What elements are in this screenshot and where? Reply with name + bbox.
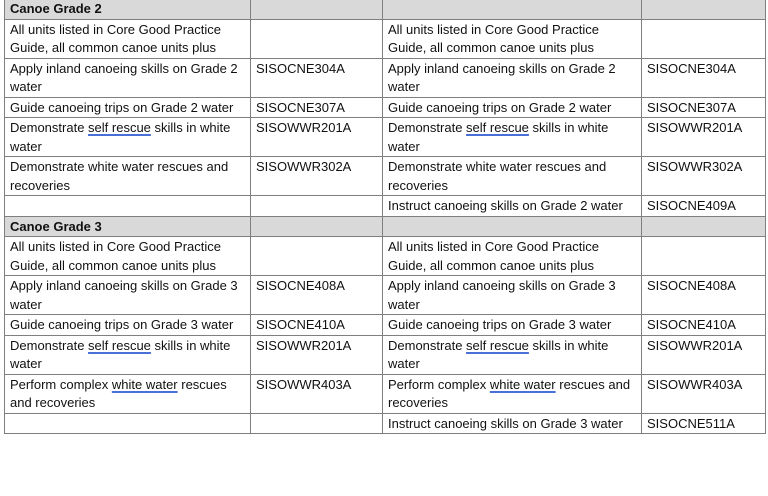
cell-text: Apply inland canoeing skills on Grade 2 water bbox=[388, 60, 616, 94]
cell-text: Demonstrate white water rescues and recoveries bbox=[10, 159, 229, 193]
cell-text: skills in white water bbox=[10, 337, 231, 371]
unit-code-left: SISOWWR201A bbox=[251, 335, 383, 374]
underlined-text: self rescue bbox=[466, 337, 529, 353]
table-row bbox=[5, 118, 766, 157]
unit-description-left bbox=[5, 374, 251, 413]
unit-code-left bbox=[251, 413, 383, 434]
section-title: Canoe Grade 2 bbox=[5, 0, 251, 19]
table-row bbox=[5, 413, 766, 434]
cell-text: All units listed in Core Good Practice Guide, all common canoe units plus bbox=[10, 21, 221, 55]
unit-description-right bbox=[383, 196, 642, 217]
cell-text: Guide canoeing trips on Grade 3 water bbox=[10, 317, 234, 332]
unit-code-right: SISOCNE304A bbox=[642, 58, 766, 97]
table-row bbox=[5, 19, 766, 58]
unit-description-left bbox=[5, 157, 251, 196]
header-cell bbox=[383, 216, 642, 237]
unit-code-right: SISOCNE409A bbox=[642, 196, 766, 217]
table-row bbox=[5, 374, 766, 413]
underlined-text: white water bbox=[489, 376, 556, 392]
table-row bbox=[5, 157, 766, 196]
table-row bbox=[5, 196, 766, 217]
section-title: Canoe Grade 3 bbox=[5, 216, 251, 237]
underlined-text: white water bbox=[111, 376, 178, 392]
unit-description-right bbox=[383, 58, 642, 97]
unit-description-left bbox=[5, 335, 251, 374]
cell-text: Guide canoeing trips on Grade 3 water bbox=[388, 317, 612, 332]
header-cell bbox=[383, 0, 642, 19]
cell-text: Apply inland canoeing skills on Grade 3 water bbox=[388, 278, 616, 312]
unit-description-left bbox=[5, 58, 251, 97]
unit-code-left: SISOCNE307A bbox=[251, 97, 383, 118]
unit-description-left bbox=[5, 19, 251, 58]
unit-description-right bbox=[383, 374, 642, 413]
section-header-row bbox=[5, 0, 766, 19]
unit-code-right: SISOWWR201A bbox=[642, 335, 766, 374]
units-table-container bbox=[4, 0, 765, 434]
unit-code-right: SISOCNE307A bbox=[642, 97, 766, 118]
cell-text: Demonstrate bbox=[10, 337, 89, 353]
cell-text: rescues and recoveries bbox=[10, 376, 227, 410]
unit-description-right bbox=[383, 118, 642, 157]
table-row bbox=[5, 276, 766, 315]
unit-description-right bbox=[383, 237, 642, 276]
cell-text: All units listed in Core Good Practice Guide, all common canoe units plus bbox=[388, 239, 599, 273]
cell-text: Instruct canoeing skills on Grade 2 water bbox=[388, 198, 623, 213]
table-body bbox=[5, 0, 766, 434]
unit-description-right bbox=[383, 19, 642, 58]
unit-code-right bbox=[642, 237, 766, 276]
table-row bbox=[5, 335, 766, 374]
unit-code-right: SISOCNE408A bbox=[642, 276, 766, 315]
unit-description-right bbox=[383, 335, 642, 374]
underlined-text: self rescue bbox=[466, 120, 529, 135]
unit-description-left bbox=[5, 315, 251, 336]
cell-text: Apply inland canoeing skills on Grade 3 water bbox=[10, 278, 238, 312]
unit-code-left: SISOWWR201A bbox=[251, 118, 383, 157]
unit-code-right: SISOCNE410A bbox=[642, 315, 766, 336]
unit-code-left bbox=[251, 237, 383, 276]
header-cell bbox=[251, 216, 383, 237]
table-row bbox=[5, 237, 766, 276]
cell-text: Perform complex bbox=[10, 376, 112, 392]
table-row bbox=[5, 315, 766, 336]
unit-code-left: SISOCNE408A bbox=[251, 276, 383, 315]
cell-text: Demonstrate bbox=[10, 120, 89, 135]
unit-code-right bbox=[642, 19, 766, 58]
header-cell bbox=[642, 0, 766, 19]
unit-description-right bbox=[383, 157, 642, 196]
cell-text: Instruct canoeing skills on Grade 3 water bbox=[388, 415, 623, 431]
cell-text: skills in white water bbox=[10, 120, 231, 154]
cell-text: Demonstrate white water rescues and recoveries bbox=[388, 159, 607, 193]
unit-description-right bbox=[383, 276, 642, 315]
cell-text: Guide canoeing trips on Grade 2 water bbox=[10, 99, 234, 115]
unit-code-left: SISOWWR403A bbox=[251, 374, 383, 413]
cell-text: Demonstrate bbox=[388, 337, 467, 353]
unit-code-right: SISOWWR201A bbox=[642, 118, 766, 157]
unit-description-left bbox=[5, 237, 251, 276]
cell-text: Perform complex bbox=[388, 376, 490, 392]
header-cell bbox=[251, 0, 383, 19]
unit-code-right: SISOWWR403A bbox=[642, 374, 766, 413]
cell-text: All units listed in Core Good Practice Guide, all common canoe units plus bbox=[10, 239, 221, 273]
header-cell bbox=[642, 216, 766, 237]
unit-description-left bbox=[5, 118, 251, 157]
underlined-text: self rescue bbox=[88, 120, 151, 135]
underlined-text: self rescue bbox=[88, 337, 151, 353]
unit-description-right bbox=[383, 315, 642, 336]
unit-code-right: SISOCNE511A bbox=[642, 413, 766, 434]
cell-text: Apply inland canoeing skills on Grade 2 water bbox=[10, 60, 238, 94]
unit-description-left bbox=[5, 276, 251, 315]
cell-text: Guide canoeing trips on Grade 2 water bbox=[388, 99, 612, 115]
unit-code-left: SISOWWR302A bbox=[251, 157, 383, 196]
unit-description-right bbox=[383, 97, 642, 118]
unit-description-left bbox=[5, 196, 251, 217]
cell-text: skills in white water bbox=[388, 120, 609, 154]
table-row bbox=[5, 58, 766, 97]
section-header-row bbox=[5, 216, 766, 237]
unit-code-left: SISOCNE410A bbox=[251, 315, 383, 336]
table-row bbox=[5, 97, 766, 118]
unit-code-left bbox=[251, 19, 383, 58]
unit-code-left bbox=[251, 196, 383, 217]
cell-text: rescues and recoveries bbox=[388, 376, 631, 410]
competency-units-table bbox=[4, 0, 766, 434]
unit-code-left: SISOCNE304A bbox=[251, 58, 383, 97]
unit-code-right: SISOWWR302A bbox=[642, 157, 766, 196]
cell-text: Demonstrate bbox=[388, 120, 467, 135]
unit-description-left bbox=[5, 413, 251, 434]
cell-text: skills in white water bbox=[388, 337, 609, 371]
unit-description-left bbox=[5, 97, 251, 118]
cell-text: All units listed in Core Good Practice Guide, all common canoe units plus bbox=[388, 21, 599, 55]
unit-description-right bbox=[383, 413, 642, 434]
